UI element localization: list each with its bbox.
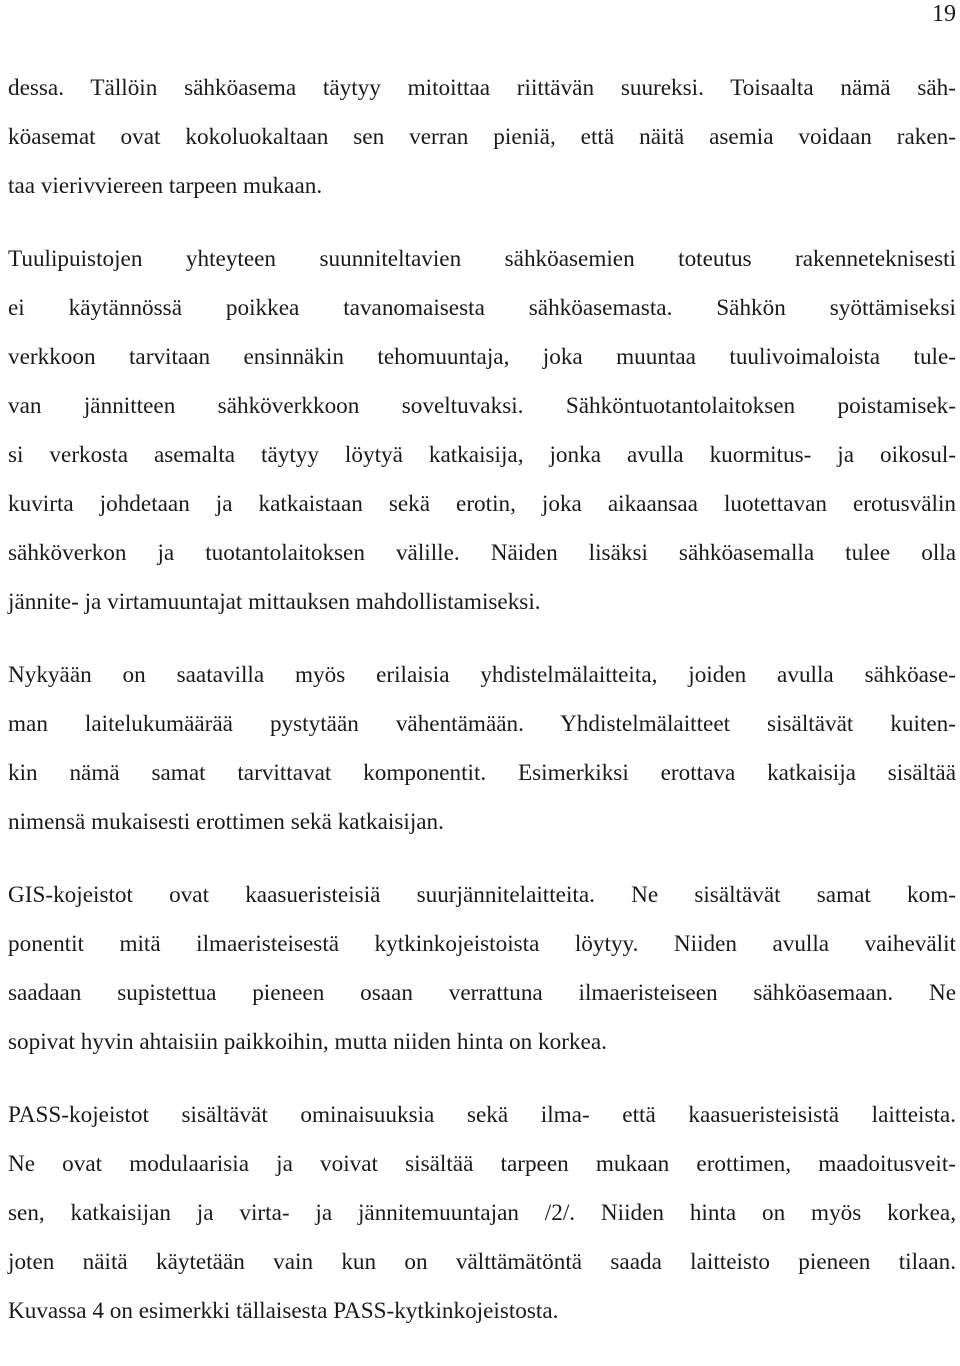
text-line: si verkosta asemalta täytyy löytyä katkaisija, jonka avulla kuormitus- ja oikosul-: [8, 442, 956, 468]
paragraph-1: [8, 64, 956, 211]
text-line: sen, katkaisijan ja virta- ja jännitemuuntajan /2/. Niiden hinta on myös korkea,: [8, 1200, 956, 1226]
text-line: GIS-kojeistot ovat kaasueristeisiä suurjännitelaitteita. Ne sisältävät samat kom-: [8, 882, 956, 908]
text-line: taa vierivviereen tarpeen mukaan.: [8, 173, 323, 199]
text-line: van jännitteen sähköverkkoon soveltuvaksi. Sähköntuotantolaitoksen poistamisek-: [8, 393, 956, 419]
text-line: saadaan supistettua pieneen osaan verrattuna ilmaeristeiseen sähköasemaan. Ne: [8, 980, 956, 1006]
paragraph-4: [8, 871, 956, 1067]
document-body: [8, 64, 956, 1336]
text-line: nimensä mukaisesti erottimen sekä katkaisijan.: [8, 809, 444, 835]
text-line: kin nämä samat tarvittavat komponentit. Esimerkiksi erottava katkaisija sisältää: [8, 760, 956, 786]
text-line: Nykyään on saatavilla myös erilaisia yhdistelmälaitteita, joiden avulla sähköase-: [8, 662, 956, 688]
text-line: ei käytännössä poikkea tavanomaisesta sähköasemasta. Sähkön syöttämiseksi: [8, 295, 956, 321]
text-line: verkkoon tarvitaan ensinnäkin tehomuuntaja, joka muuntaa tuulivoimaloista tule-: [8, 344, 956, 370]
text-line: Ne ovat modulaarisia ja voivat sisältää tarpeen mukaan erottimen, maadoitusveit-: [8, 1151, 956, 1177]
paragraph-2: [8, 235, 956, 627]
text-line: man laitelukumäärää pystytään vähentämään. Yhdistelmälaitteet sisältävät kuiten-: [8, 711, 956, 737]
text-line: Tuulipuistojen yhteyteen suunniteltavien sähköasemien toteutus rakenneteknisesti: [8, 246, 956, 272]
text-line: köasemat ovat kokoluokaltaan sen verran pieniä, että näitä asemia voidaan raken-: [8, 124, 956, 150]
page-number: 19: [932, 1, 956, 27]
text-line: PASS-kojeistot sisältävät ominaisuuksia sekä ilma- että kaasueristeisistä laitteista.: [8, 1102, 956, 1128]
text-line: sähköverkon ja tuotantolaitoksen välille. Näiden lisäksi sähköasemalla tulee olla: [8, 540, 956, 566]
text-line: jännite- ja virtamuuntajat mittauksen mahdollistamiseksi.: [8, 589, 541, 615]
text-line: ponentit mitä ilmaeristeisestä kytkinkojeistoista löytyy. Niiden avulla vaihevälit: [8, 931, 956, 957]
text-line: sopivat hyvin ahtaisiin paikkoihin, mutta niiden hinta on korkea.: [8, 1029, 607, 1055]
paragraph-3: [8, 651, 956, 847]
text-line: dessa. Tällöin sähköasema täytyy mitoittaa riittävän suureksi. Toisaalta nämä säh-: [8, 75, 956, 101]
text-line: Kuvassa 4 on esimerkki tällaisesta PASS-kytkinkojeistosta.: [8, 1298, 559, 1324]
text-line: joten näitä käytetään vain kun on välttämätöntä saada laitteisto pieneen tilaan.: [8, 1249, 956, 1275]
text-line: kuvirta johdetaan ja katkaistaan sekä erotin, joka aikaansaa luotettavan erotusvälin: [8, 491, 956, 517]
paragraph-5: [8, 1091, 956, 1336]
